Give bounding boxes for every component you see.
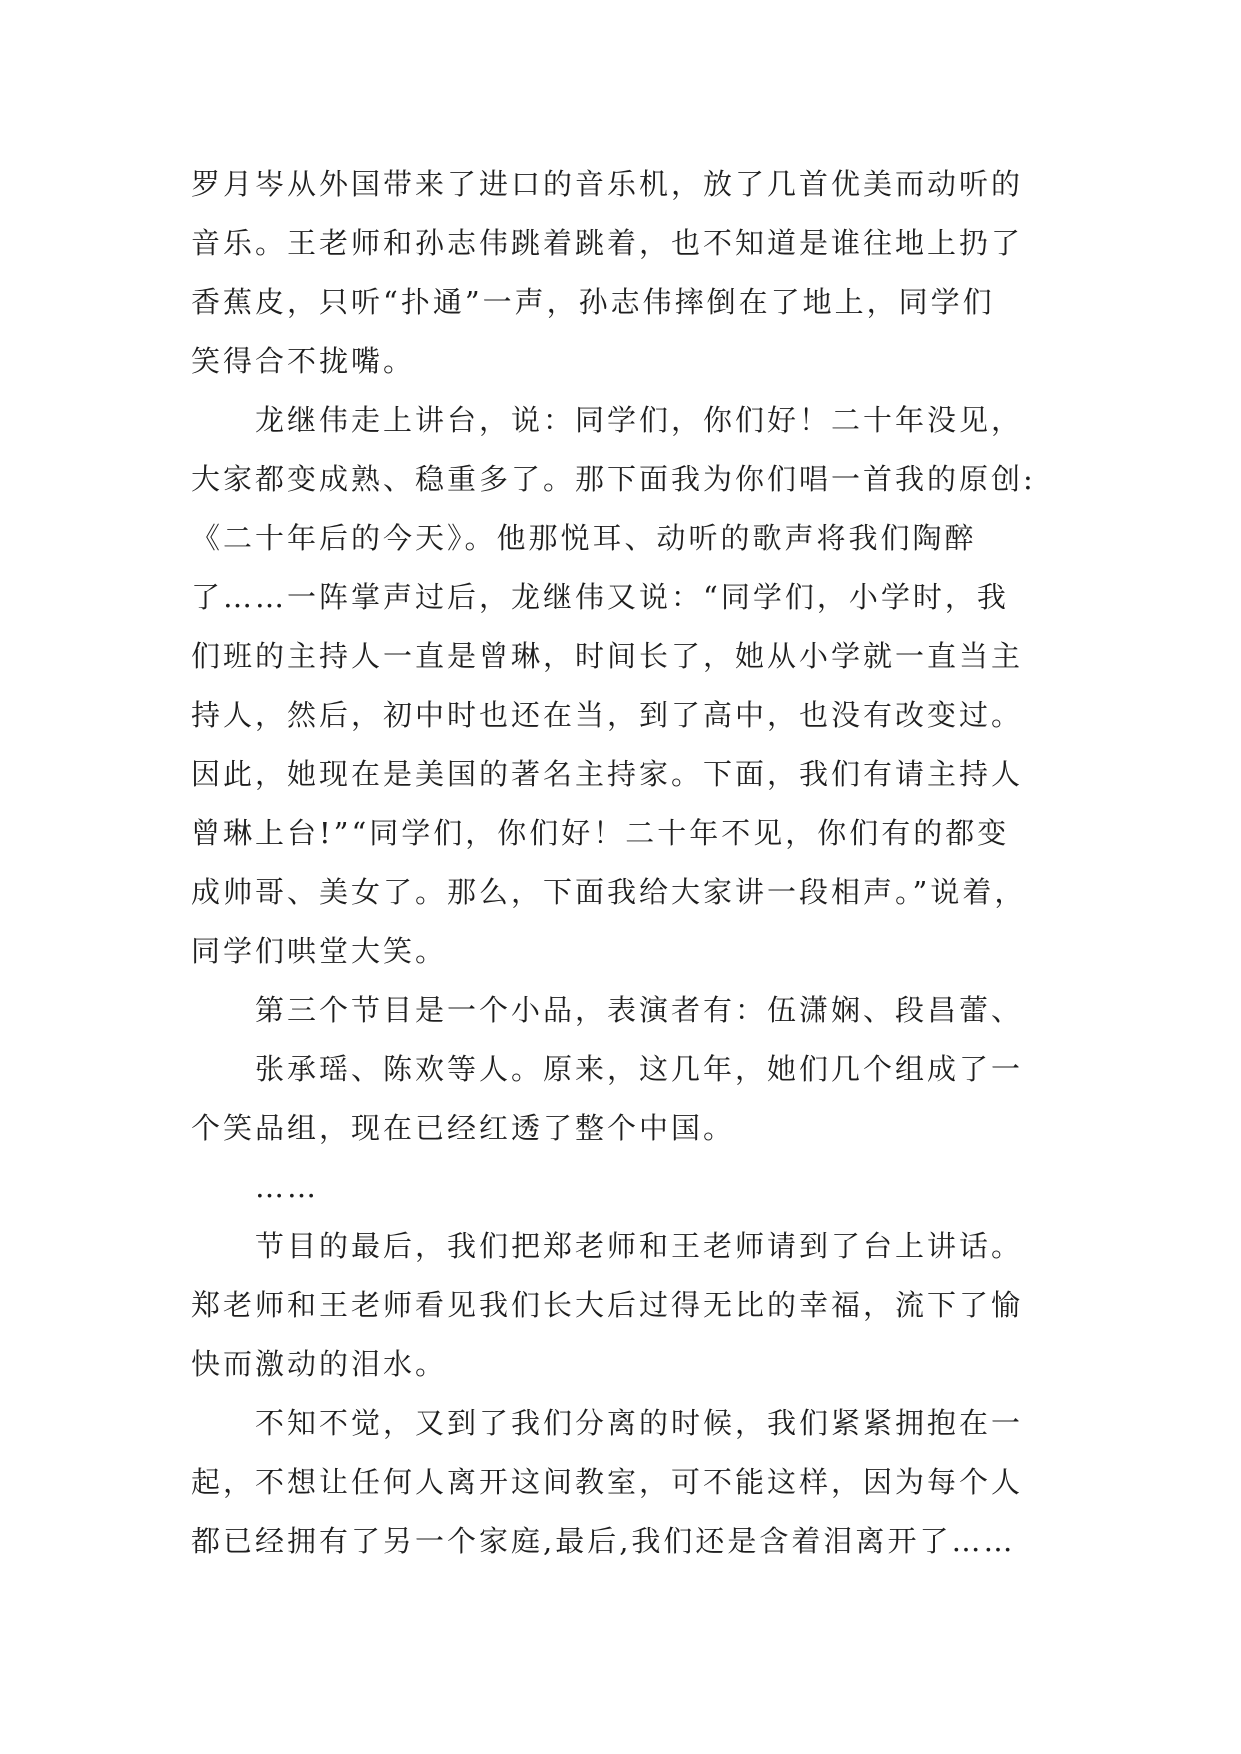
text-line: 节目的最后，我们把郑老师和王老师请到了台上讲话。: [255, 1229, 1024, 1263]
text-line: 起，不想让任何人离开这间教室，可不能这样，因为每个人: [191, 1465, 1024, 1499]
text-line: 大家都变成熟、稳重多了。那下面我为你们唱一首我的原创:: [191, 462, 1036, 496]
text-line: 成帅哥、美女了。那么，下面我给大家讲一段相声。”说着，: [191, 875, 1027, 909]
text-line: 们班的主持人一直是曾琳，时间长了，她从小学就一直当主: [191, 639, 1024, 673]
paragraph: [191, 981, 1091, 1158]
text-line: 曾琳上台!”“同学们，你们好！二十年不见，你们有的都变: [191, 816, 1010, 850]
paragraph: [191, 155, 1091, 391]
text-line: 音乐。王老师和孙志伟跳着跳着，也不知道是谁往地上扔了: [191, 226, 1024, 260]
text-line: 持人，然后，初中时也还在当，到了高中，也没有改变过。: [191, 698, 1024, 732]
text-line: 笑得合不拢嘴。: [191, 344, 416, 378]
text-line: 张承瑶、陈欢等人。原来，这几年，她们几个组成了一: [255, 1052, 1024, 1086]
paragraph: [191, 1217, 1091, 1394]
text-line: 都已经拥有了另一个家庭,最后,我们还是含着泪离开了……: [191, 1524, 1016, 1558]
paragraph: [191, 1158, 1091, 1217]
text-line: 不知不觉，又到了我们分离的时候，我们紧紧拥抱在一: [255, 1406, 1024, 1440]
text-line: 香蕉皮，只听“扑通”一声，孙志伟摔倒在了地上，同学们: [191, 285, 995, 319]
text-line: 因此，她现在是美国的著名主持家。下面，我们有请主持人: [191, 757, 1024, 791]
text-line: 了……一阵掌声过后，龙继伟又说：“同学们，小学时，我: [191, 580, 1009, 614]
text-line: 《二十年后的今天》。他那悦耳、动听的歌声将我们陶醉: [191, 521, 977, 555]
text-line: 第三个节目是一个小品，表演者有：伍潇娴、段昌蕾、: [255, 993, 1024, 1027]
document-body: [191, 155, 1091, 1571]
text-line: 个笑品组，现在已经红透了整个中国。: [191, 1111, 736, 1145]
text-line: 同学们哄堂大笑。: [191, 934, 448, 968]
text-line: 龙继伟走上讲台，说：同学们，你们好！二十年没见，: [255, 403, 1024, 437]
text-line: 罗月岑从外国带来了进口的音乐机，放了几首优美而动听的: [191, 167, 1024, 201]
paragraph: [191, 1394, 1091, 1571]
text-line: 快而激动的泪水。: [191, 1347, 448, 1381]
ellipsis-line: ……: [255, 1170, 319, 1204]
text-line: 郑老师和王老师看见我们长大后过得无比的幸福，流下了愉: [191, 1288, 1024, 1322]
paragraph: [191, 391, 1091, 981]
